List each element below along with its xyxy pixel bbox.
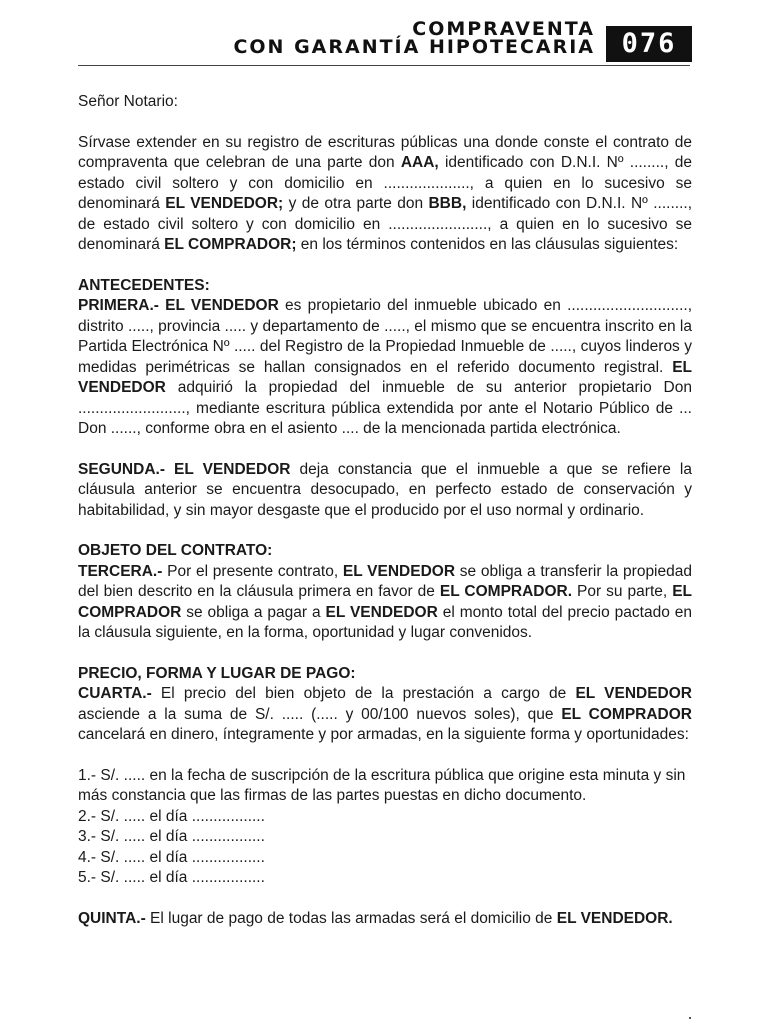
clause-tercera: TERCERA.- Por el presente contrato, EL VENDEDOR se obliga a transferir la propiedad del bien descrito en la cláusula primera en favor de EL COMPRADOR. Por su parte, EL COMPRADOR se obliga a pagar a EL VENDEDOR el monto total del precio pactado en la cláusula siguiente, en la forma, oportunidad y lugar convenidos. [78,562,692,641]
greeting: Señor Notario: [78,93,178,110]
clause-segunda: SEGUNDA.- EL VENDEDOR deja constancia que el inmueble a que se refiere la cláusula anterior se encuentra desocupado, en perfecto estado de conservación y habitabilidad, y sin mayor desgaste que el producido por el uso normal y ordinario. [78,460,692,519]
payment-item: 3.- S/. ..... el día ................. [78,828,265,845]
page-mark [689,1017,691,1019]
title-line-2: CON GARANTÍA HIPOTECARIA [233,36,595,58]
clause-cuarta: CUARTA.- El precio del bien objeto de la prestación a cargo de EL VENDEDOR asciende a la suma de S/. ..... (..... y 00/100 nuevos soles), que EL COMPRADOR cancelará en dinero, íntegramente y por armadas, en la siguiente forma y oportunidades: [78,685,693,743]
heading-antecedentes: ANTECEDENTES: [78,276,210,294]
header-divider [78,65,690,66]
document-number-badge: 076 [606,26,692,62]
page-header [0,20,768,64]
title-line-1: COMPRAVENTA [412,18,595,40]
intro-paragraph: Sírvase extender en su registro de escrituras públicas una donde conste el contrato de compraventa que celebran de una parte don AAA, identificado con D.N.I. Nº ........, de estado civil soltero y con domicilio en ...................., a quien en lo sucesivo se denominará EL VENDEDOR; y de otra parte don BBB, identificado con D.N.I. Nº ........, de estado civil soltero y con domicilio en ......................., a quien en lo sucesivo se denominará EL COMPRADOR; en los términos contenidos en las cláusulas siguientes: [78,133,692,253]
payment-item: 2.- S/. ..... el día ................. [78,807,265,825]
document-title [233,20,595,56]
clause-quinta: QUINTA.- El lugar de pago de todas las armadas será el domicilio de EL VENDEDOR. [78,909,673,927]
clause-primera: PRIMERA.- EL VENDEDOR es propietario del inmueble ubicado en ............................, distrito ....., provincia ..... y departamento de ....., el mismo que se encuentra inscrito en la Partida Electrónica Nº ..... del Registro de la Propiedad Inmueble de ....., cuyos linderos y medidas perimétricas se hallan consignados en el referido documento registral. EL VENDEDOR adquirió la propiedad del inmueble de su anterior propietario Don ........................., mediante escritura pública extendida por ante el Notario Público de ... Don ......, conforme obra en el asiento .... de la mencionada partida electrónica. [78,297,692,437]
payment-list [78,766,692,889]
document-body [78,92,692,929]
payment-item: 4.- S/. ..... el día ................. [78,848,265,866]
heading-precio: PRECIO, FORMA Y LUGAR DE PAGO: [78,664,356,682]
payment-item: 5.- S/. ..... el día ................. [78,869,265,886]
heading-objeto: OBJETO DEL CONTRATO: [78,542,273,559]
payment-item: 1.- S/. ..... en la fecha de suscripción de la escritura pública que origine esta minuta y sin más constancia que las firmas de las partes puestas en dicho documento. [78,766,686,804]
